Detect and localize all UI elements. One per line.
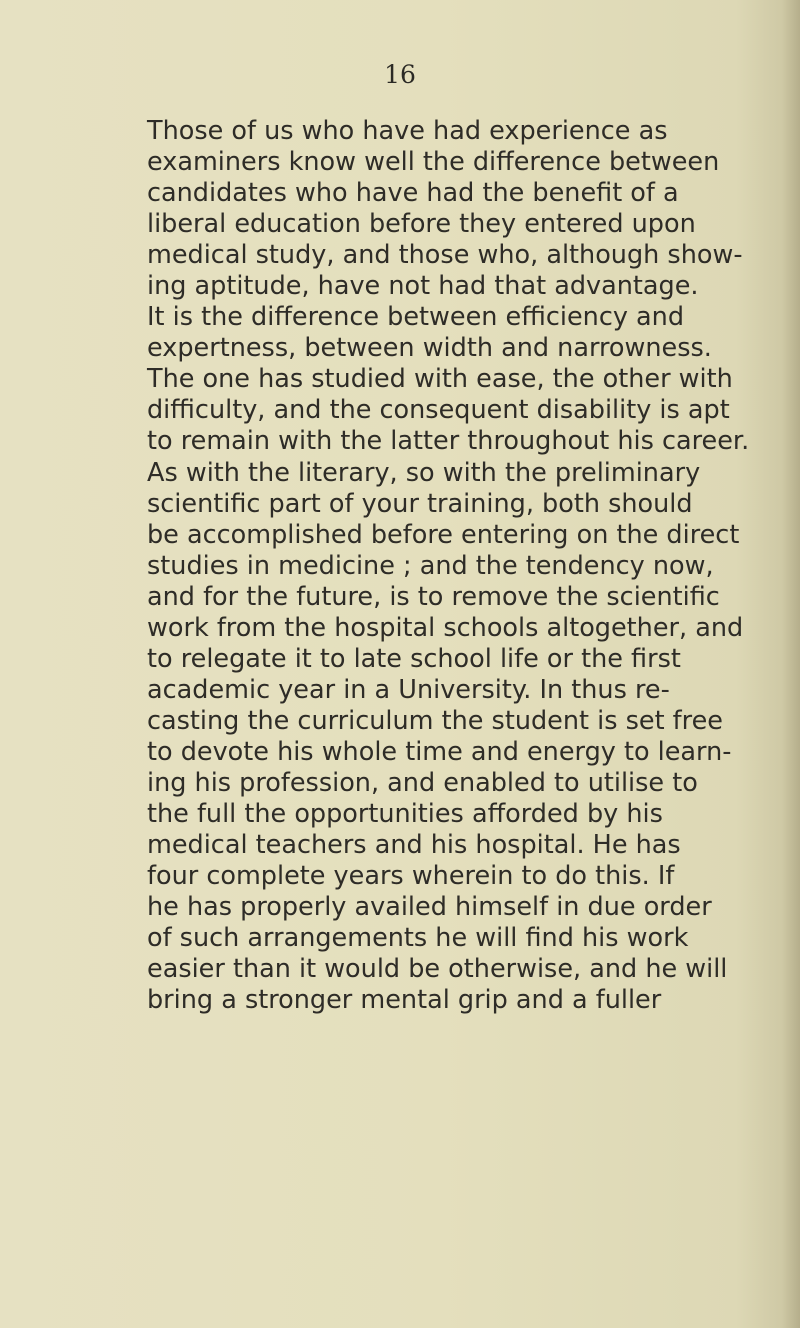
text-line: academic year in a University. In thus re- <box>147 674 670 705</box>
text-line: bring a stronger mental grip and a fuller <box>147 985 662 1016</box>
text-line: The one has studied with ease, the other with <box>147 364 733 395</box>
text-line: to remain with the latter throughout his career. <box>147 426 750 457</box>
body-paragraph <box>147 116 750 1016</box>
text-line: of such arrangements he will find his work <box>147 923 689 954</box>
text-line: medical teachers and his hospital. He has <box>147 830 681 861</box>
text-line: It is the difference between efficiency and <box>147 302 685 333</box>
text-line: casting the curriculum the student is set free <box>147 705 723 736</box>
text-line: liberal education before they entered upon <box>147 209 696 240</box>
text-line: As with the literary, so with the preliminary <box>147 457 701 488</box>
text-line: be accomplished before entering on the direct <box>147 519 740 550</box>
text-line: ing aptitude, have not had that advantage. <box>147 271 699 302</box>
text-line: difficulty, and the consequent disability is apt <box>147 395 730 426</box>
text-line: expertness, between width and narrowness. <box>147 333 712 364</box>
text-line: easier than it would be otherwise, and he will <box>147 954 728 985</box>
text-line: medical study, and those who, although show- <box>147 240 743 271</box>
text-line: ing his profession, and enabled to utilise to <box>147 767 698 798</box>
text-line: Those of us who have had experience as <box>147 116 668 146</box>
text-line: and for the future, is to remove the scientific <box>147 581 720 612</box>
text-line: the full the opportunities afforded by his <box>147 799 663 830</box>
text-line: scientific part of your training, both should <box>147 488 693 519</box>
text-line: candidates who have had the benefit of a <box>147 178 679 209</box>
page-edge-shadow <box>782 0 800 1328</box>
text-line: work from the hospital schools altogether, and <box>147 612 744 643</box>
text-line: he has properly availed himself in due order <box>147 892 712 923</box>
text-line: examiners know well the difference between <box>147 147 720 178</box>
text-line: to relegate it to late school life or the first <box>147 643 681 674</box>
text-line: studies in medicine ; and the tendency now, <box>147 550 714 581</box>
text-line: to devote his whole time and energy to learn- <box>147 736 732 767</box>
page-number: 16 <box>384 60 416 89</box>
text-line: four complete years wherein to do this. If <box>147 861 675 892</box>
